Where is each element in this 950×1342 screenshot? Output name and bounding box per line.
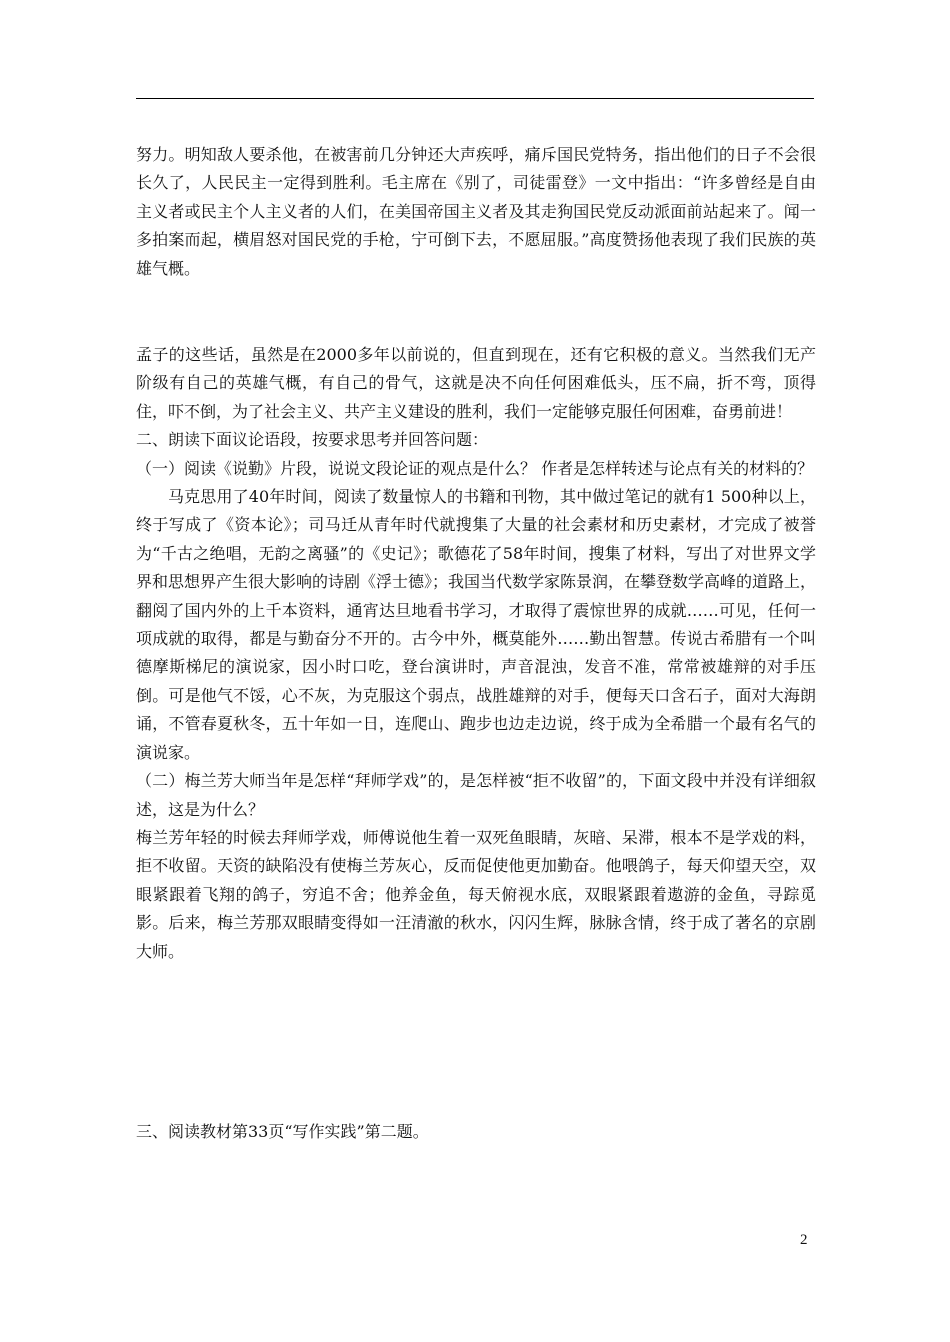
passage-mei-lanfang: 梅兰芳年轻的时候去拜师学戏，师傅说他生着一双死鱼眼睛，灰暗、呆滞，根本不是学戏的料，拒不收留。天资的缺陷没有使梅兰芳灰心，反而促使他更加勤奋。他喂鸽子，每天仰望天空，双眼紧跟着飞翔的鸽子，穷追不舍；他养金鱼，每天俯视水底，双眼紧跟着遨游的金鱼，寻踪觅影。后来，梅兰芳那双眼睛变得如一汪清澈的秋水，闪闪生辉，脉脉含情，终于成了著名的京剧大师。 [136,827,816,961]
header-rule [136,98,814,99]
passage-diligence: 马克思用了40年时间，阅读了数量惊人的书籍和刊物，其中做过笔记的就有1 500种以上，终于写成了《资本论》；司马迁从青年时代就搜集了大量的社会素材和历史素材，才完成了被誉为“千古之绝唱，无韵之离骚”的《史记》；歌德花了58年时间，搜集了材料，写出了对世界文学界和思想界产生很大影响的诗剧《浮士德》；我国当代数学家陈景润，在攀登数学高峰的道路上，翻阅了国内外的上千本资料，通宵达旦地看书学习，才取得了震惊世界的成就……可见，任何一项成就的取得，都是与勤奋分不开的。古今中外，概莫能外……勤出智慧。传说古希腊有一个叫德摩斯梯尼的演说家，因小时口吃，登台演讲时，声音混浊，发音不准，常常被雄辩的对手压倒。可是他气不馁，心不灰，为克服这个弱点，战胜雄辩的对手，便每天口含石子，面对大海朗诵，不管春夏秋冬，五十年如一日，连爬山、跑步也边走边说，终于成为全希腊一个最有名气的演说家。 [136,487,817,762]
question-1: （一）阅读《说勤》片段，说说文段论证的观点是什么？ 作者是怎样转述与论点有关的材料的？ [136,458,814,478]
paragraph-mencius: 孟子的这些话，虽然是在2000多年以前说的，但直到现在，还有它积极的意义。当然我们无产阶级有自己的英雄气概，有自己的骨气，这就是决不向任何困难低头，压不扁，折不弯，顶得住，吓不倒，为了社会主义、共产主义建设的胜利，我们一定能够克服任何困难，奋勇前进！ [136,345,816,421]
paragraph-wenyiduo: 努力。明知敌人要杀他，在被害前几分钟还大声疾呼，痛斥国民党特务，指出他们的日子不会很长久了，人民民主一定得到胜利。毛主席在《别了，司徒雷登》一文中指出：“许多曾经是自由主义者或民主个人主义者的人们，在美国帝国主义者及其走狗国民党反动派面前站起来了。闻一多拍案而起，横眉怒对国民党的手枪，宁可倒下去，不愿屈服。”高度赞扬他表现了我们民族的英雄气概。 [136,145,816,278]
question-2: （二）梅兰芳大师当年是怎样“拜师学戏”的，是怎样被“拒不收留”的，下面文段中并没有详细叙述，这是为什么？ [136,771,816,819]
section-2-heading: 二、朗读下面议论语段，按要求思考并回答问题： [136,430,489,450]
section-3-heading: 三、阅读教材第33页“写作实践”第二题。 [136,1122,429,1141]
section-3-block [136,1118,816,1146]
main-content-block [136,341,816,966]
page-number: 2 [800,1232,808,1248]
paragraph-block-top [136,141,816,283]
